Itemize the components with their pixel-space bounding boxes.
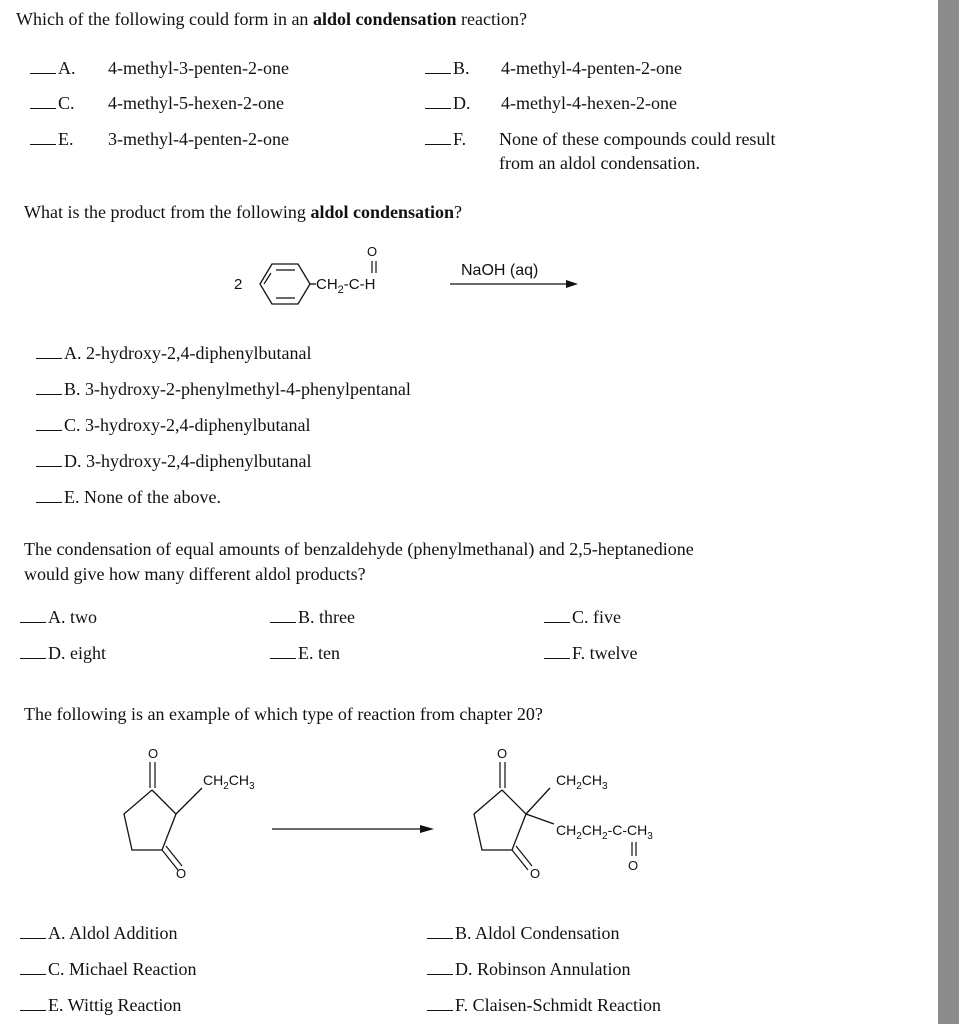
q2-option-e[interactable]: E. None of the above. [36,486,221,508]
q3-option-c[interactable]: C. five [544,606,621,628]
q3-stem-line2: would give how many different aldol products? [24,564,366,584]
answer-blank[interactable] [20,608,46,623]
q1-option-a[interactable]: A. [30,57,76,79]
q3-option-b[interactable]: B. three [270,606,355,628]
q1-option-b-text: 4-methyl-4-penten-2-one [501,58,682,78]
answer-blank[interactable] [36,416,62,431]
reactant-ketone-oxygen-1: O [148,746,159,761]
product-ketone-oxygen-1: O [497,746,508,761]
answer-blank[interactable] [425,59,451,74]
product-cyclopentanedione [462,760,562,880]
product-ethyl-group: $CH_2CH_3$ [556,772,608,792]
reactant-chain: $CH_2-C-H$ [316,276,376,296]
q3-option-e[interactable]: E. ten [270,642,340,664]
answer-blank[interactable] [30,59,56,74]
q4-option-c[interactable]: C. Michael Reaction [20,958,196,980]
answer-blank[interactable] [270,644,296,659]
q4-stem: The following is an example of which type of reaction from chapter 20? [24,704,543,724]
scrollbar-track[interactable] [938,0,959,1024]
answer-blank[interactable] [427,924,453,939]
reactant-cyclopentanedione [110,760,210,880]
answer-blank[interactable] [20,924,46,939]
q3-option-a[interactable]: A. two [20,606,97,628]
answer-blank[interactable] [30,130,56,145]
q1-option-d[interactable]: D. [425,92,471,114]
q4-option-e[interactable]: E. Wittig Reaction [20,994,181,1016]
answer-blank[interactable] [544,608,570,623]
q1-option-e[interactable]: E. [30,128,74,150]
q4-option-d[interactable]: D. Robinson Annulation [427,958,631,980]
carbonyl-oxygen: O [367,244,378,259]
answer-blank[interactable] [270,608,296,623]
answer-blank[interactable] [20,644,46,659]
side-chain-oxygen: O [628,858,639,873]
reactant-ethyl-group: $CH_2CH_3$ [203,772,255,792]
q1-option-c-text: 4-methyl-5-hexen-2-one [108,93,284,113]
answer-blank[interactable] [544,644,570,659]
q2-option-c[interactable]: C. 3-hydroxy-2,4-diphenylbutanal [36,414,310,436]
q2-stem: What is the product from the following aldol condensation? [24,202,462,222]
answer-blank[interactable] [36,488,62,503]
q2-option-d[interactable]: D. 3-hydroxy-2,4-diphenylbutanal [36,450,311,472]
q3-stem-line1: The condensation of equal amounts of benzaldehyde (phenylmethanal) and 2,5-heptanedione [24,539,694,559]
q1-option-d-text: 4-methyl-4-hexen-2-one [501,93,677,113]
q4-option-b[interactable]: B. Aldol Condensation [427,922,620,944]
q4-option-f[interactable]: F. Claisen-Schmidt Reaction [427,994,661,1016]
q2-option-a[interactable]: A. 2-hydroxy-2,4-diphenylbutanal [36,342,311,364]
reagent-label: NaOH (aq) [461,262,539,279]
q1-option-e-text: 3-methyl-4-penten-2-one [108,129,289,149]
answer-blank[interactable] [30,94,56,109]
answer-blank[interactable] [36,380,62,395]
q3-option-f[interactable]: F. twelve [544,642,638,664]
q1-option-f-text: None of these compounds could result [499,129,776,149]
q2-option-b[interactable]: B. 3-hydroxy-2-phenylmethyl-4-phenylpentanal [36,378,411,400]
q1-option-b[interactable]: B. [425,57,470,79]
side-chain-carbonyl-bond [629,840,639,860]
product-ketone-oxygen-2: O [530,866,541,881]
answer-blank[interactable] [20,960,46,975]
reaction-arrow [450,278,580,290]
q3-option-d[interactable]: D. eight [20,642,106,664]
q4-option-a[interactable]: A. Aldol Addition [20,922,178,944]
carbonyl-double-bond [369,260,379,276]
answer-blank[interactable] [427,996,453,1011]
answer-blank[interactable] [427,960,453,975]
q1-option-c[interactable]: C. [30,92,75,114]
answer-blank[interactable] [425,130,451,145]
answer-blank[interactable] [36,344,62,359]
q1-stem: Which of the following could form in an aldol condensation reaction? [16,9,527,29]
benzene-ring [250,256,320,316]
reactant-ketone-oxygen-2: O [176,866,187,881]
reactant-coefficient: 2 [234,276,243,293]
q4-reaction-arrow [272,823,437,835]
answer-blank[interactable] [20,996,46,1011]
answer-blank[interactable] [425,94,451,109]
q1-option-f-text-2: from an aldol condensation. [499,153,700,173]
product-side-chain: $CH_2CH_2-C-CH_3$ [556,822,653,842]
q1-option-f[interactable]: F. [425,128,466,150]
answer-blank[interactable] [36,452,62,467]
q1-option-a-text: 4-methyl-3-penten-2-one [108,58,289,78]
